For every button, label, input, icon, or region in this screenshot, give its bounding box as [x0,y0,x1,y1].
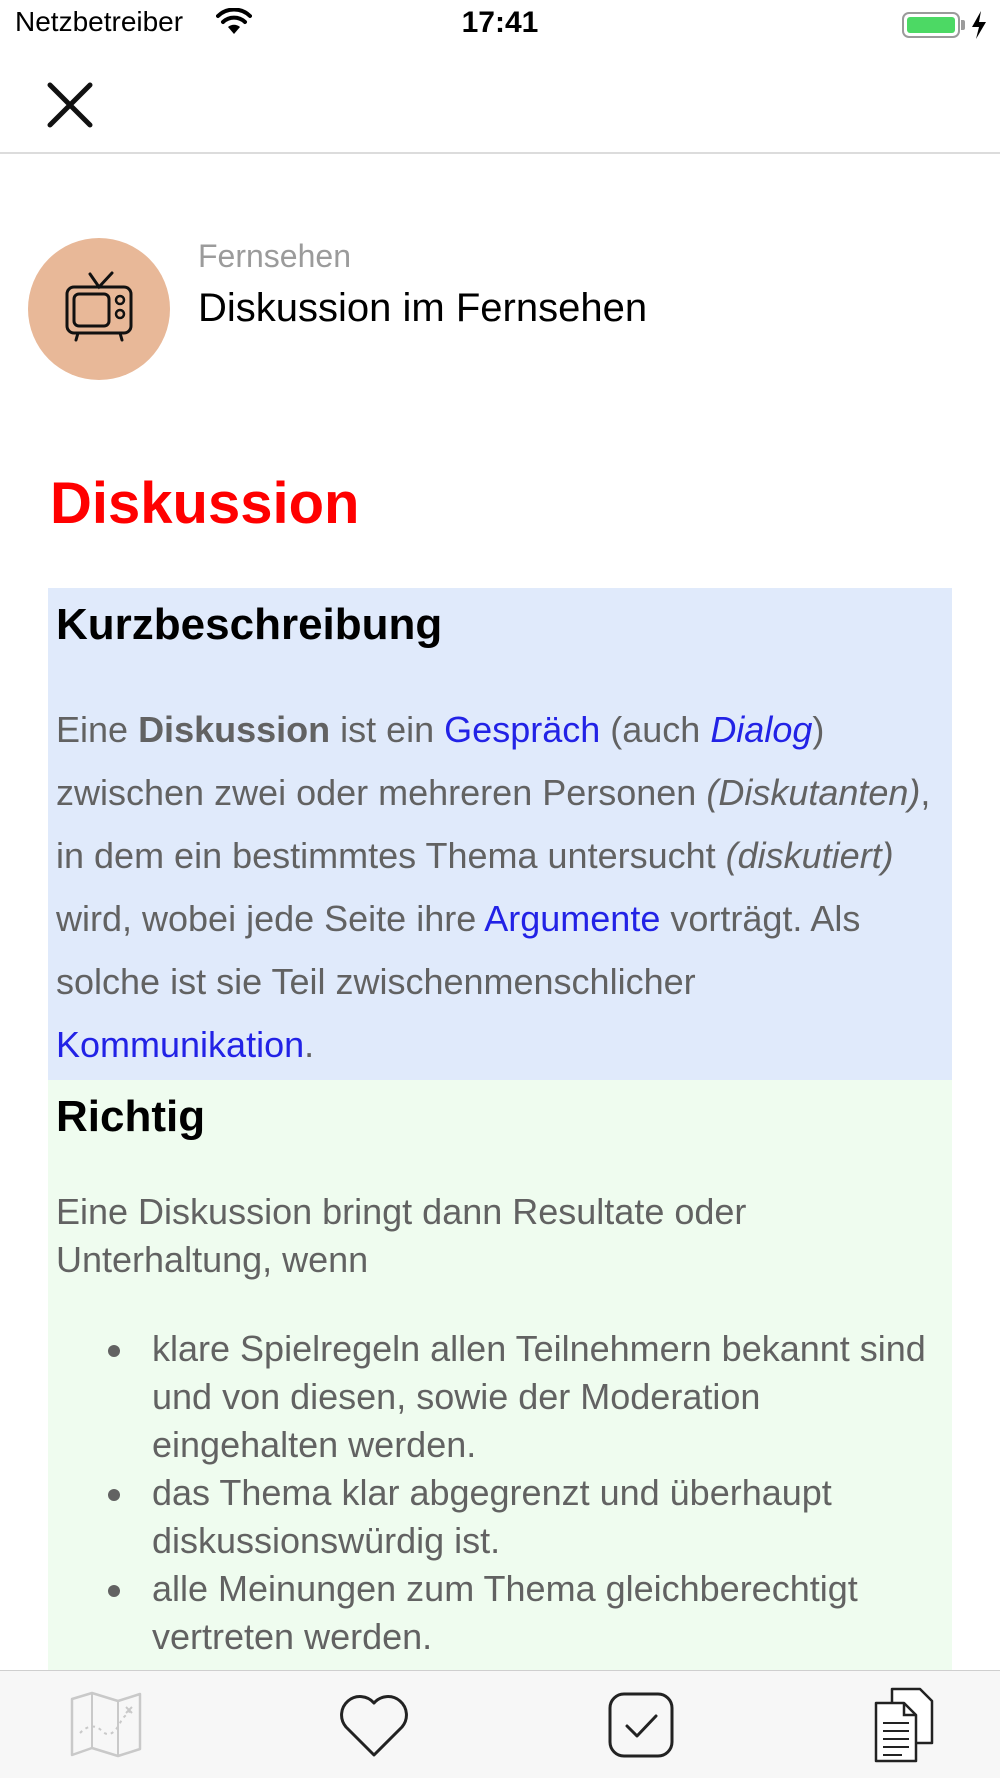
battery-icon [902,12,960,38]
text-run: . [304,1024,315,1065]
link-kommunikation[interactable]: Kommunikation [56,1024,305,1065]
section-paragraph [56,698,936,1076]
section-intro: Eine Diskussion bringt dann Resultate oder Unterhaltung, wenn [56,1191,747,1280]
map-icon[interactable] [66,1685,146,1765]
clock: 17:41 [461,6,539,39]
text-run: wird, wobei jede Seite ihre [56,898,485,939]
list-item: das Thema klar abgegrenzt und überhaupt diskussionswürdig ist. [152,1469,932,1565]
section-richtig [48,1080,952,1680]
battery-tip [961,20,965,30]
section-kurzbeschreibung [48,588,952,1080]
italic-term: (diskutiert) [725,835,894,876]
checkbox-icon[interactable] [601,1685,681,1765]
navigation-bar [0,50,1000,154]
section-heading: Richtig [56,1092,206,1141]
status-bar [0,0,1000,50]
carrier-name: Netzbetreiber [15,6,184,37]
text-run: ist ein [330,709,445,750]
text-run: Eine [56,709,139,750]
article-title: Diskussion [50,471,360,536]
documents-icon[interactable] [864,1685,944,1765]
bullet-list [48,1325,932,1661]
list-item: klare Spielregeln allen Teilnehmern bekannt sind und von diesen, sowie der Moderation eingehalten werden. [152,1325,932,1469]
page-title: Diskussion im Fernsehen [198,286,648,330]
category-label: Fernsehen [198,238,351,274]
link-gespraech[interactable]: Gespräch [444,709,601,750]
text-run: ) zwischen zwei oder mehreren Personen [56,709,825,813]
link-dialog[interactable]: Dialog [710,709,813,750]
tab-bar [0,1670,1000,1778]
heart-icon[interactable] [334,1685,414,1765]
list-item: alle Meinungen zum Thema gleichberechtigt vertreten werden. [152,1565,932,1661]
link-argumente[interactable]: Argumente [484,898,661,939]
section-heading: Kurzbeschreibung [56,600,443,649]
tv-icon [62,270,136,344]
italic-term: (Diskutanten) [706,772,921,813]
charging-icon [970,10,988,40]
text-run: , in dem ein bestimmtes Thema untersucht [56,772,931,876]
category-avatar [28,238,170,380]
close-icon[interactable] [40,75,100,135]
text-run: (auch [600,709,711,750]
bold-term: Diskussion [138,709,331,750]
text-run: vorträgt. Als solche ist sie Teil zwischenmenschlicher [56,898,861,1002]
